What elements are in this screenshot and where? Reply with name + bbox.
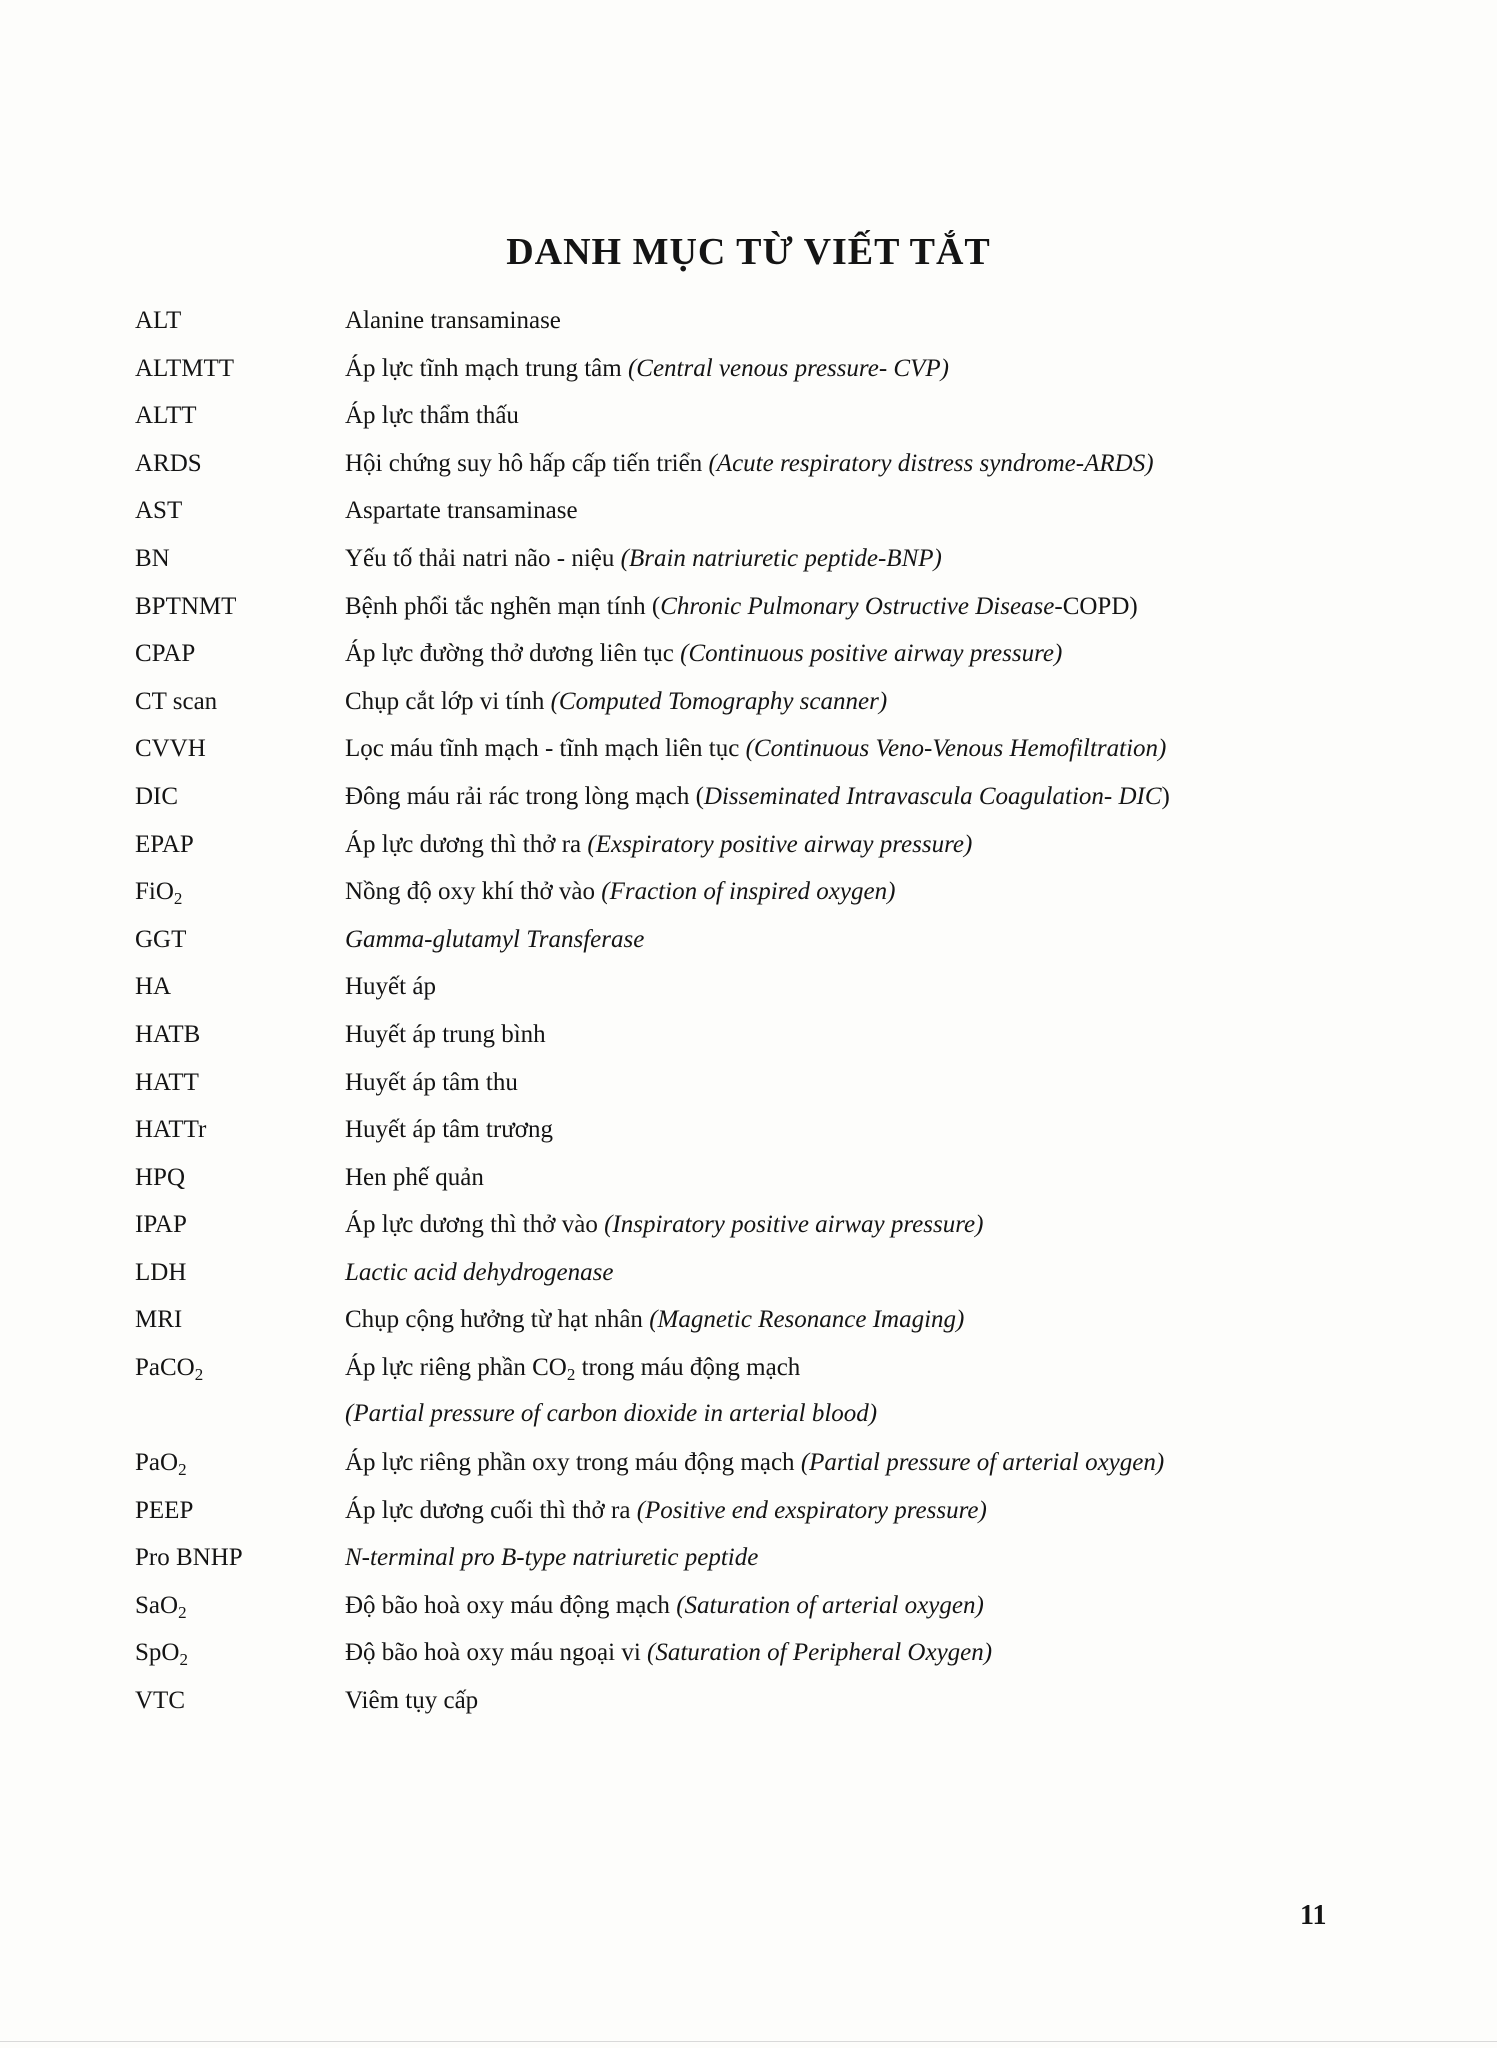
definition-vietnamese: Áp lực đường thở dương liên tục [345,640,681,668]
definition-english: (Fraction of inspired oxygen) [601,878,896,906]
abbreviation-definition [345,448,1317,480]
definition-vietnamese: Huyết áp [345,973,436,1001]
definition-english: (Continuous Veno-Venous Hemofiltration) [745,735,1167,763]
abbreviation-term: GGT [135,925,187,953]
definition-english: (Saturation of arterial oxygen) [676,1591,984,1619]
list-item [0,971,1497,1019]
abbreviation-term: HPQ [135,1163,186,1191]
abbreviation-definition [345,1542,1317,1574]
abbreviation-definition [345,543,1317,575]
abbreviation-term: ALT [135,307,182,334]
definition-suffix: -COPD) [1054,592,1138,620]
list-item [0,1590,1497,1638]
abbreviation-term [135,1352,203,1384]
list-item [0,1495,1497,1543]
abbreviation-definition [345,829,1317,861]
term-text: SpO [135,1639,180,1667]
term-subscript: 2 [178,1602,187,1622]
abbreviation-term: ALTMTT [135,354,235,382]
definition-english: (Acute respiratory distress syndrome-ARDS) [708,449,1154,477]
term-subscript: 2 [194,1365,204,1385]
definition-english: (Partial pressure of arterial oxygen) [800,1449,1165,1477]
definition-vietnamese: Độ bão hoà oxy máu động mạch [345,1591,677,1619]
list-item [0,781,1497,829]
abbreviation-definition [345,1162,1317,1194]
abbreviation-list [0,305,1497,1733]
abbreviation-definition [345,924,1317,956]
list-item [0,1162,1497,1210]
definition-english: (Partial pressure of carbon dioxide in arterial blood) [345,1400,878,1428]
term-text: PaCO [135,1354,195,1382]
abbreviation-definition [345,876,1317,908]
definition-vietnamese: Chụp cắt lớp vi tính [345,687,551,715]
definition-vietnamese: Độ bão hoà oxy máu ngoại vi [345,1639,648,1667]
abbreviation-term: EPAP [135,830,194,858]
list-item [0,353,1497,401]
definition-english: (Exspiratory positive airway pressure) [587,830,973,858]
abbreviation-term: CVVH [135,735,206,763]
list-item [0,591,1497,639]
definition-vietnamese: Áp lực riêng phần CO [345,1354,567,1382]
abbreviation-term: HATT [135,1068,199,1096]
abbreviation-definition [345,1447,1317,1479]
definition-subscript: 2 [566,1365,576,1385]
definition-vietnamese: Hen phế quản [345,1163,484,1191]
list-item [0,495,1497,543]
list-item [0,1637,1497,1685]
abbreviation-term: LDH [135,1258,187,1286]
term-text: SaO [135,1591,179,1619]
definition-vietnamese: Nồng độ oxy khí thở vào [345,878,602,906]
list-item [0,829,1497,877]
definition-english: (Positive end exspiratory pressure) [636,1496,987,1524]
definition-english: (Inspiratory positive airway pressure) [604,1211,984,1239]
definition-vietnamese: Áp lực thẩm thấu [345,402,519,430]
abbreviation-definition [345,638,1317,670]
abbreviation-definition [345,591,1317,623]
definition-vietnamese: Áp lực dương thì thở ra [345,830,588,858]
abbreviation-definition [345,1114,1317,1146]
list-item [0,1542,1497,1590]
list-item [0,305,1497,353]
abbreviation-definition [345,1019,1317,1051]
definition-vietnamese: Aspartate transaminase [345,497,578,525]
abbreviation-definition [345,971,1317,1003]
definition-english: (Saturation of Peripheral Oxygen) [647,1639,993,1667]
abbreviation-term [135,876,182,908]
abbreviation-definition [345,1637,1317,1669]
abbreviation-term: HATB [135,1020,201,1048]
definition-vietnamese: Huyết áp tâm trương [345,1116,553,1144]
list-item [0,1447,1497,1495]
definition-vietnamese: Chụp cộng hưởng từ hạt nhân [345,1306,650,1334]
abbreviation-definition [345,353,1317,385]
abbreviation-term: Pro BNHP [135,1544,243,1572]
definition-english: (Continuous positive airway pressure) [680,640,1063,668]
definition-vietnamese: Alanine transaminase [345,307,561,334]
abbreviation-definition [345,1304,1317,1336]
abbreviation-term: BPTNMT [135,592,237,620]
definition-english: Chronic Pulmonary Ostructive Disease [660,592,1055,620]
term-subscript: 2 [179,1650,188,1670]
definition-vietnamese: Áp lực riêng phần oxy trong máu động mạch [345,1449,801,1477]
list-item [0,400,1497,448]
abbreviation-definition [345,686,1317,718]
abbreviation-term: ARDS [135,449,202,477]
list-item [0,1304,1497,1352]
definition-english: (Central venous pressure- CVP) [627,354,949,382]
definition-vietnamese: Yếu tố thải natri não - niệu [345,544,621,572]
definition-english: Disseminated Intravascula Coagulation- DIC [703,782,1162,810]
abbreviation-term [135,1637,188,1669]
abbreviation-definition [345,305,1317,337]
definition-vietnamese: Áp lực dương cuối thì thở ra [345,1496,637,1524]
definition-english: (Computed Tomography scanner) [550,687,888,715]
abbreviation-definition [345,495,1317,527]
definition-vietnamese: Huyết áp trung bình [345,1020,546,1048]
abbreviation-definition [345,1257,1317,1289]
term-subscript: 2 [173,889,183,909]
abbreviation-definition [345,1495,1317,1527]
list-item [0,686,1497,734]
abbreviation-term [135,1590,187,1622]
list-item [0,543,1497,591]
page-number: 11 [1300,1900,1327,1931]
abbreviation-term: CT scan [135,687,218,715]
definition-vietnamese: Lọc máu tĩnh mạch - tĩnh mạch liên tục [345,735,746,763]
abbreviation-definition [345,1685,1317,1717]
abbreviation-definition [345,1352,1317,1430]
list-item [0,1019,1497,1067]
definition-vietnamese: Đông máu rải rác trong lòng mạch ( [345,782,704,810]
abbreviation-term: AST [135,497,183,525]
definition-suffix: ) [1161,782,1170,810]
list-item [0,1257,1497,1305]
abbreviation-term: BN [135,544,170,572]
term-subscript: 2 [178,1460,187,1480]
abbreviation-definition [345,1590,1317,1622]
list-item [0,1067,1497,1115]
abbreviation-term: ALTT [135,402,197,430]
definition-english: Gamma-glutamyl Transferase [345,925,645,953]
definition-english: N-terminal pro B-type natriuretic peptide [345,1544,759,1572]
abbreviation-definition [345,781,1317,813]
list-item [0,733,1497,781]
page-title: DANH MỤC TỪ VIẾT TẮT [506,231,991,273]
abbreviation-term [135,1447,187,1479]
definition-vietnamese-tail: trong máu động mạch [575,1354,801,1382]
definition-english: (Brain natriuretic peptide-BNP) [620,544,942,572]
term-text: FiO [135,878,174,906]
definition-vietnamese: Bệnh phổi tắc nghẽn mạn tính ( [345,592,661,620]
abbreviation-definition [345,1209,1317,1241]
list-item [0,1114,1497,1162]
abbreviation-term: MRI [135,1306,183,1334]
definition-english: Lactic acid dehydrogenase [345,1258,614,1286]
scan-edge-divider [0,2041,1497,2042]
list-item [0,638,1497,686]
definition-vietnamese: Huyết áp tâm thu [345,1068,518,1096]
list-item [0,924,1497,972]
abbreviation-term: CPAP [135,640,196,668]
definition-vietnamese: Hội chứng suy hô hấp cấp tiến triển [345,449,709,477]
abbreviation-term: IPAP [135,1211,187,1239]
abbreviation-term: PEEP [135,1496,194,1524]
definition-vietnamese: Viêm tụy cấp [345,1687,479,1715]
list-item [0,876,1497,924]
list-item [0,448,1497,496]
abbreviation-definition [345,1067,1317,1099]
term-text: PaO [135,1449,179,1477]
abbreviation-definition [345,733,1317,765]
list-item [0,1685,1497,1733]
definition-english: (Magnetic Resonance Imaging) [649,1306,965,1334]
definition-vietnamese: Áp lực tĩnh mạch trung tâm [345,354,628,382]
abbreviation-term: HATTr [135,1116,207,1144]
list-item [0,1209,1497,1257]
list-item [0,1352,1497,1447]
abbreviation-term: HA [135,973,172,1001]
abbreviation-term: VTC [135,1687,185,1715]
abbreviation-term: DIC [135,782,179,810]
abbreviation-definition [345,400,1317,432]
definition-vietnamese: Áp lực dương thì thở vào [345,1211,605,1239]
